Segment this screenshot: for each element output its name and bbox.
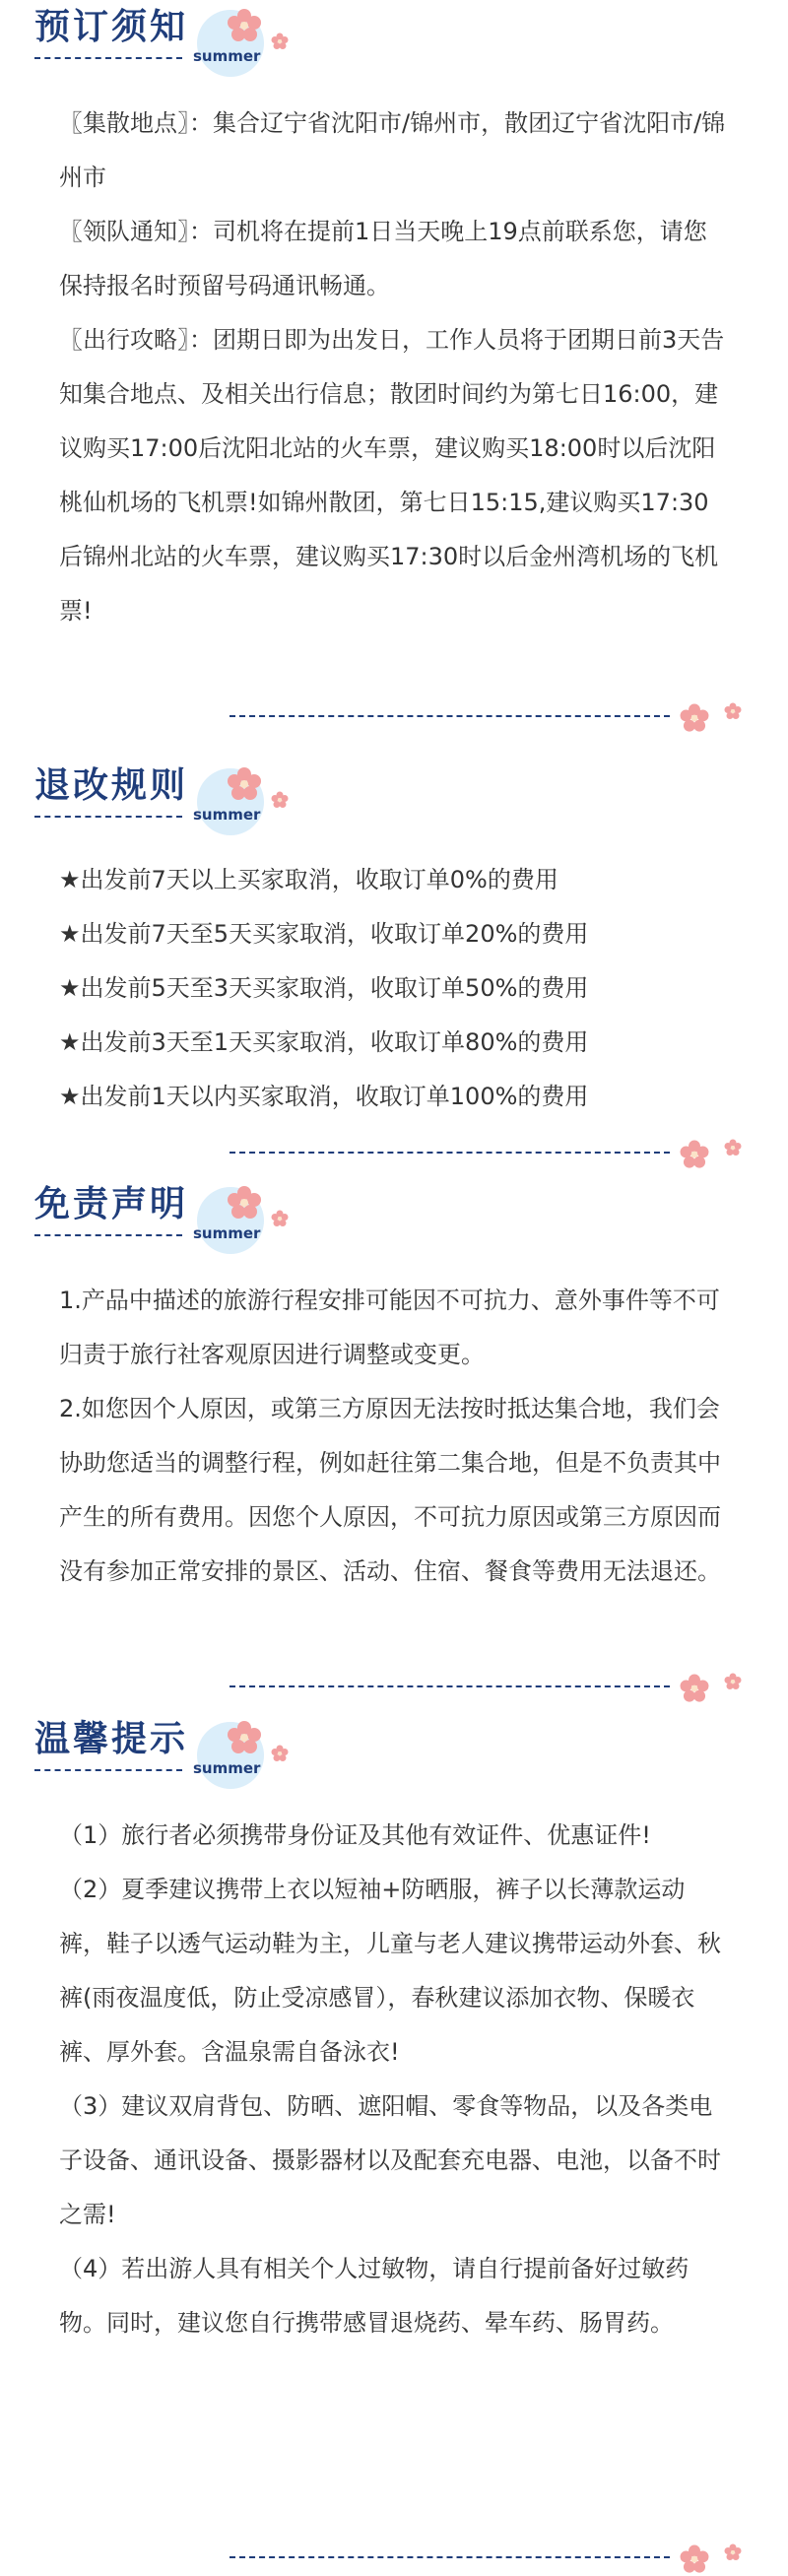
flower-icon (723, 701, 743, 721)
section-body (59, 853, 729, 1124)
list-item: ★出发前7天至5天买家取消，收取订单20%的费用 (59, 920, 589, 948)
paragraph: 2.如您因个人原因，或第三方原因无法按时抵达集合地，我们会协助您适当的调整行程，例如赶往第二集合地，但是不负责其中产生的所有费用。因您个人原因，不可抗力原因或第三方原因而没有参加正常安排的景区、活动、住宿、餐食等费用无法退还。 (59, 1395, 721, 1585)
flower-icon (225, 1718, 264, 1757)
list-item: ★出发前1天以内买家取消，收取订单100%的费用 (59, 1083, 589, 1110)
section-body (59, 97, 729, 638)
paragraph: （2）夏季建议携带上衣以短袖+防晒服，裤子以长薄款运动裤，鞋子以透气运动鞋为主，儿童与老人建议携带运动外套、秋裤(雨夜温度低，防止受凉感冒），春秋建议添加衣物、保暖衣裤、厚外套。含温泉需自备泳衣! (59, 1876, 721, 2066)
section-body (59, 1274, 729, 1599)
summer-badge: summer (193, 806, 261, 824)
flower-icon (723, 1138, 743, 1157)
flower-icon (723, 2543, 743, 2562)
section-header (30, 1712, 384, 1781)
flower-icon (678, 1138, 711, 1171)
flower-icon (225, 1183, 264, 1222)
section-header (30, 1177, 384, 1246)
section-divider (230, 1152, 670, 1154)
section-divider (230, 2556, 670, 2558)
section-title: 退改规则 (34, 765, 189, 806)
paragraph: 〖集散地点〗：集合辽宁省沈阳市/锦州市，散团辽宁省沈阳市/锦州市 (59, 109, 726, 191)
flower-icon (270, 1744, 290, 1763)
list-item: ★出发前7天以上买家取消，收取订单0%的费用 (59, 866, 558, 893)
title-underline (34, 1234, 182, 1236)
flower-icon (225, 6, 264, 45)
section-divider (230, 1685, 670, 1687)
flower-icon (678, 2543, 711, 2576)
section-header (30, 0, 384, 69)
summer-badge: summer (193, 47, 261, 65)
section-title: 温馨提示 (34, 1719, 189, 1759)
summer-badge: summer (193, 1759, 261, 1777)
section-body (59, 1809, 729, 2350)
summer-badge: summer (193, 1224, 261, 1242)
title-underline (34, 57, 182, 59)
flower-icon (270, 32, 290, 51)
section-title: 预订须知 (34, 7, 189, 47)
flower-icon (270, 790, 290, 810)
flower-icon (678, 701, 711, 735)
list-item: ★出发前3天至1天买家取消，收取订单80%的费用 (59, 1028, 589, 1056)
section-divider (230, 715, 670, 717)
paragraph: 〖出行攻略〗：团期日即为出发日，工作人员将于团期日前3天告知集合地点、及相关出行信息；散团时间约为第七日16:00，建议购买17:00后沈阳北站的火车票，建议购买18:00时以后沈阳桃仙机场的飞机票!如锦州散团，第七日15:15,建议购买17:30后锦州北站的火车票，建议购买17:30时以后金州湾机场的飞机票! (59, 326, 725, 625)
section-header (30, 759, 384, 827)
list-item: ★出发前5天至3天买家取消，收取订单50%的费用 (59, 974, 589, 1002)
flower-icon (678, 1672, 711, 1705)
flower-icon (225, 764, 264, 804)
flower-icon (270, 1209, 290, 1228)
flower-icon (723, 1672, 743, 1691)
section-title: 免责声明 (34, 1184, 189, 1224)
paragraph: （1）旅行者必须携带身份证及其他有效证件、优惠证件! (59, 1821, 651, 1849)
title-underline (34, 816, 182, 818)
paragraph: 1.产品中描述的旅游行程安排可能因不可抗力、意外事件等不可归责于旅行社客观原因进行调整或变更。 (59, 1287, 720, 1368)
paragraph: （4）若出游人具有相关个人过敏物，请自行提前备好过敏药物。同时，建议您自行携带感冒退烧药、晕车药、肠胃药。 (59, 2255, 690, 2337)
title-underline (34, 1769, 182, 1771)
paragraph: 〖领队通知〗：司机将在提前1日当天晚上19点前联系您，请您保持报名时预留号码通讯畅通。 (59, 218, 707, 299)
paragraph: （3）建议双肩背包、防晒、遮阳帽、零食等物品，以及各类电子设备、通讯设备、摄影器材以及配套充电器、电池，以备不时之需! (59, 2092, 721, 2228)
